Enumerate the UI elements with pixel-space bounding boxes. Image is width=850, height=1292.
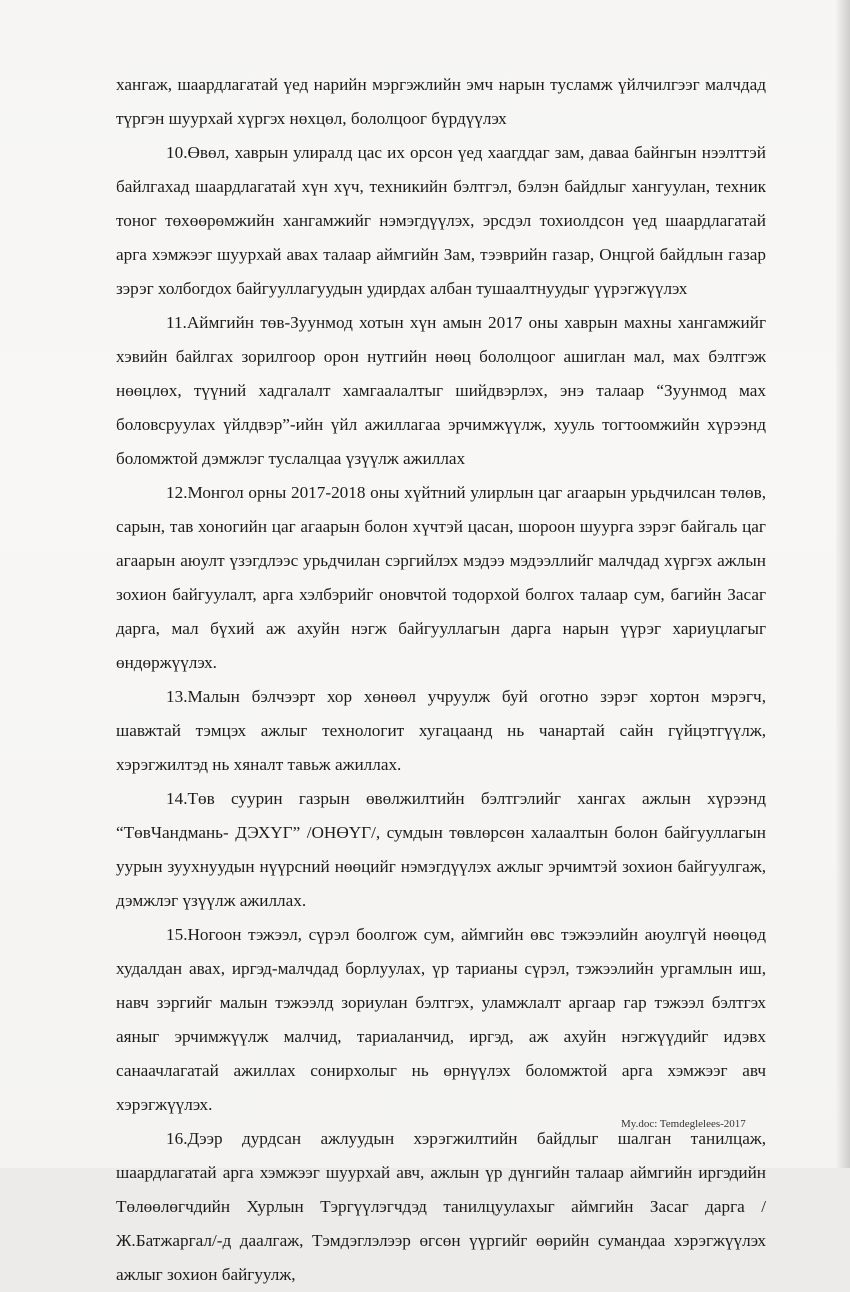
paragraph-item-14: 14.Төв суурин газрын өвөлжилтийн бэлтгэлийг хангах ажлын хүрээнд “ТөвЧандмань- ДЭХҮГ” /ОНӨҮГ/, сумдын төвлөрсөн халаалтын болон байгууллагын уурын зуухнуудын нүүрсний нөөцийг нэмэгдүүлэх ажлыг эрчимтэй зохион байгуулгаж, дэмжлэг үзүүлж ажиллах. xyxy=(116,789,766,910)
paragraph-item-13: 13.Малын бэлчээрт хор хөнөөл учруулж буй оготно зэрэг хортон мэрэгч, шавжтай тэмцэх ажлыг технологит хугацаанд нь чанартай сайн гүйцэтгүүлж, хэрэгжилтэд нь хяналт тавьж ажиллах. xyxy=(116,687,766,774)
page-edge-shadow xyxy=(836,0,850,1168)
footer-filename: My.doc: Temdeglelees-2017 xyxy=(621,1118,746,1130)
document-body xyxy=(116,68,766,1292)
paragraph-item-15: 15.Ногоон тэжээл, сүрэл боолгож сум, аймгийн өвс тэжээлийн аюулгүй нөөцөд худалдан авах, иргэд-малчдад борлуулах, үр тарианы сүрэл, тэжээлийн ургамлын иш, навч зэргийг малын тэжээлд зориулан бэлтгэх, уламжлалт аргаар гар тэжээл бэлтгэх аяныг эрчимжүүлж малчид, тариаланчид, иргэд, аж ахуйн нэгжүүдийг идэвх санаачлагатай ажиллах сонирхолыг нь өрнүүлэх боломжтой арга хэмжээг авч хэрэгжүүлэх. xyxy=(116,925,766,1114)
paragraph-item-16: 16.Дээр дурдсан ажлуудын хэрэгжилтийн байдлыг шалган танилцаж, шаардлагатай арга хэмжээг шуурхай авч, ажлын үр дүнгийн талаар аймгийн иргэдийн Төлөөлөгчдийн Хурлын Тэргүүлэгчдэд танилцуулахыг аймгийн Засаг дарга / Ж.Батжаргал/-д даалгаж, Тэмдэглэлээр өгсөн үүргийг өөрийн сумандаа хэрэгжүүлэх ажлыг зохион байгуулж, xyxy=(116,1129,766,1284)
paragraph-item-11: 11.Аймгийн төв-Зуунмод хотын хүн амын 2017 оны хаврын махны хангамжийг хэвийн байлгах зорилгоор орон нутгийн нөөц бололцоог ашиглан мал, мах бэлтгэж нөөцлөх, түүний хадгалалт хамгаалалтыг шийдвэрлэх, энэ талаар “Зуунмод мах боловсруулах үйлдвэр”-ийн үйл ажиллагаа эрчимжүүлж, хууль тогтоомжийн хүрээнд боломжтой дэмжлэг туслалцаа үзүүлж ажиллах xyxy=(116,313,766,468)
paragraph-item-12: 12.Монгол орны 2017-2018 оны хүйтний улирлын цаг агаарын урьдчилсан төлөв, сарын, тав хоногийн цаг агаарын болон хүчтэй цасан, шороон шуурга зэрэг байгаль цаг агаарын аюулт үзэгдлээс урьдчилан сэргийлэх мэдээ мэдээллийг малчдад хүргэх ажлын зохион байгуулалт, арга хэлбэрийг оновчтой тодорхой болгох талаар сум, багийн Засаг дарга, мал бүхий аж ахуйн нэгж байгууллагын дарга нарын үүрэг хариуцлагыг өндөржүүлэх. xyxy=(116,483,766,672)
paragraph-continuation: хангаж, шаардлагатай үед нарийн мэргэжлийн эмч нарын тусламж үйлчилгээг малчдад түргэн шуурхай хүргэх нөхцөл, бололцоог бүрдүүлэх xyxy=(116,75,766,128)
paragraph-item-10: 10.Өвөл, хаврын улиралд цас их орсон үед хаагддаг зам, даваа байнгын нээлттэй байлгахад шаардлагатай хүн хүч, техникийн бэлтгэл, бэлэн байдлыг хангуулан, техник тоног төхөөрөмжийн хангамжийг нэмэгдүүлэх, эрсдэл тохиолдсон үед шаардлагатай арга хэмжээг шуурхай авах талаар аймгийн Зам, тээврийн газар, Онцгой байдлын газар зэрэг холбогдох байгууллагуудын удирдах албан тушаалтнуудыг үүрэгжүүлэх xyxy=(116,143,766,298)
